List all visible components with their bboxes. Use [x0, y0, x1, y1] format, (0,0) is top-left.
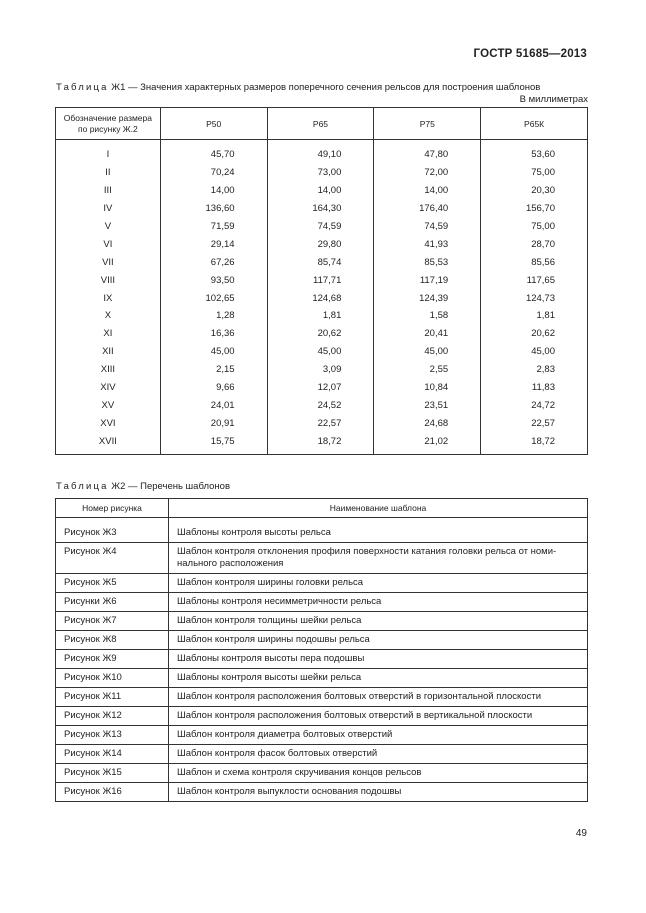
designation-cell: VIII	[56, 271, 161, 289]
table2-label: Таблица	[56, 481, 109, 492]
column-header-figure-number: Номер рисунка	[56, 499, 169, 518]
p65k-cell: 75,00	[481, 218, 588, 236]
table1-row	[56, 396, 588, 414]
p65-cell: 3,09	[267, 361, 374, 379]
p75-cell: 14,00	[374, 182, 481, 200]
p65k-cell: 156,70	[481, 200, 588, 218]
p75-cell: 72,00	[374, 164, 481, 182]
p75-cell: 2,55	[374, 361, 481, 379]
p75-cell: 117,19	[374, 271, 481, 289]
p50-cell: 16,36	[160, 325, 267, 343]
figure-number-cell: Рисунок Ж7	[56, 612, 169, 631]
column-header-p50: Р50	[160, 108, 267, 140]
template-name-cell: Шаблон контроля диаметра болтовых отверстий	[169, 726, 588, 745]
template-name-cell: Шаблон контроля выпуклости основания подошвы	[169, 783, 588, 802]
table2-row	[56, 631, 588, 650]
p65k-cell: 22,57	[481, 414, 588, 432]
table2-row	[56, 745, 588, 764]
table1-caption	[56, 82, 540, 93]
table1-label: Таблица	[56, 82, 109, 93]
p50-cell: 93,50	[160, 271, 267, 289]
p65-cell: 18,72	[267, 432, 374, 454]
table1-row	[56, 414, 588, 432]
table2-title: Ж2 — Перечень шаблонов	[111, 481, 230, 492]
figure-number-cell: Рисунок Ж12	[56, 707, 169, 726]
p65k-cell: 117,65	[481, 271, 588, 289]
p65k-cell: 45,00	[481, 343, 588, 361]
designation-cell: XVI	[56, 414, 161, 432]
template-name-cell: Шаблон контроля ширины подошвы рельса	[169, 631, 588, 650]
p50-cell: 24,01	[160, 396, 267, 414]
table1-header-row	[56, 108, 588, 140]
designation-cell: II	[56, 164, 161, 182]
figure-number-cell: Рисунки Ж6	[56, 593, 169, 612]
table1-row	[56, 235, 588, 253]
figure-number-cell: Рисунок Ж4	[56, 543, 169, 574]
table1-row	[56, 253, 588, 271]
table1-row	[56, 432, 588, 454]
table2-row	[56, 688, 588, 707]
figure-number-cell: Рисунок Ж14	[56, 745, 169, 764]
p65-cell: 73,00	[267, 164, 374, 182]
p65-cell: 124,68	[267, 289, 374, 307]
p50-cell: 14,00	[160, 182, 267, 200]
designation-cell: XVII	[56, 432, 161, 454]
template-name-cell: Шаблон контроля отклонения профиля поверхности катания головки рельса от номи-нального расположения	[169, 543, 588, 574]
table2-row	[56, 669, 588, 688]
p75-cell: 23,51	[374, 396, 481, 414]
p50-cell: 45,00	[160, 343, 267, 361]
page-number: 49	[575, 828, 587, 839]
p65-cell: 74,59	[267, 218, 374, 236]
template-name-cell: Шаблон контроля ширины головки рельса	[169, 574, 588, 593]
p50-cell: 102,65	[160, 289, 267, 307]
designation-cell: IV	[56, 200, 161, 218]
template-name-cell: Шаблон контроля толщины шейки рельса	[169, 612, 588, 631]
table2-row	[56, 650, 588, 669]
p50-cell: 45,70	[160, 140, 267, 164]
table1-row	[56, 379, 588, 397]
designation-cell: XIV	[56, 379, 161, 397]
table2-row	[56, 593, 588, 612]
template-name-cell: Шаблон контроля расположения болтовых отверстий в вертикальной плоскости	[169, 707, 588, 726]
table1-row	[56, 325, 588, 343]
table2-row	[56, 783, 588, 802]
figure-number-cell: Рисунок Ж5	[56, 574, 169, 593]
designation-cell: VII	[56, 253, 161, 271]
column-header-template-name: Наименование шаблона	[169, 499, 588, 518]
p65k-cell: 11,83	[481, 379, 588, 397]
table2-row	[56, 707, 588, 726]
table1-row	[56, 289, 588, 307]
figure-number-cell: Рисунок Ж10	[56, 669, 169, 688]
p65-cell: 85,74	[267, 253, 374, 271]
table1-units: В миллиметрах	[519, 94, 588, 105]
p65-cell: 117,71	[267, 271, 374, 289]
table2-row	[56, 726, 588, 745]
p50-cell: 136,60	[160, 200, 267, 218]
designation-cell: XIII	[56, 361, 161, 379]
p75-cell: 20,41	[374, 325, 481, 343]
p50-cell: 70,24	[160, 164, 267, 182]
p75-cell: 1,58	[374, 307, 481, 325]
p65k-cell: 28,70	[481, 235, 588, 253]
p65k-cell: 20,30	[481, 182, 588, 200]
table1-row	[56, 182, 588, 200]
p65k-cell: 85,56	[481, 253, 588, 271]
table1-row	[56, 361, 588, 379]
figure-number-cell: Рисунок Ж15	[56, 764, 169, 783]
table1-row	[56, 218, 588, 236]
figure-number-cell: Рисунок Ж11	[56, 688, 169, 707]
p75-cell: 124,39	[374, 289, 481, 307]
designation-cell: I	[56, 140, 161, 164]
p50-cell: 9,66	[160, 379, 267, 397]
p65k-cell: 75,00	[481, 164, 588, 182]
table-template-list	[55, 498, 588, 802]
p65-cell: 29,80	[267, 235, 374, 253]
table1-row	[56, 343, 588, 361]
figure-number-cell: Рисунок Ж3	[56, 524, 169, 543]
table2-header-row	[56, 499, 588, 518]
table-rail-dimensions	[55, 107, 588, 455]
column-header-designation-line2: по рисунку Ж.2	[78, 123, 138, 134]
p75-cell: 24,68	[374, 414, 481, 432]
template-name-cell: Шаблоны контроля высоты шейки рельса	[169, 669, 588, 688]
template-name-cell: Шаблон контроля фасок болтовых отверстий	[169, 745, 588, 764]
p50-cell: 67,26	[160, 253, 267, 271]
figure-number-cell: Рисунок Ж9	[56, 650, 169, 669]
p75-cell: 74,59	[374, 218, 481, 236]
p65k-cell: 2,83	[481, 361, 588, 379]
p75-cell: 41,93	[374, 235, 481, 253]
designation-cell: VI	[56, 235, 161, 253]
table2-row	[56, 543, 588, 574]
table1-row	[56, 140, 588, 164]
p65k-cell: 124,73	[481, 289, 588, 307]
table1-row	[56, 307, 588, 325]
table2-row	[56, 764, 588, 783]
table2-row	[56, 524, 588, 543]
table1-row	[56, 200, 588, 218]
column-header-p65k: Р65К	[481, 108, 588, 140]
p50-cell: 2,15	[160, 361, 267, 379]
p50-cell: 71,59	[160, 218, 267, 236]
p65-cell: 1,81	[267, 307, 374, 325]
figure-number-cell: Рисунок Ж16	[56, 783, 169, 802]
table2-row	[56, 612, 588, 631]
template-name-cell: Шаблон контроля расположения болтовых отверстий в горизонтальной плоскости	[169, 688, 588, 707]
designation-cell: III	[56, 182, 161, 200]
p75-cell: 45,00	[374, 343, 481, 361]
p50-cell: 29,14	[160, 235, 267, 253]
template-name-cell: Шаблоны контроля несимметричности рельса	[169, 593, 588, 612]
p75-cell: 176,40	[374, 200, 481, 218]
designation-cell: IX	[56, 289, 161, 307]
column-header-p65: Р65	[267, 108, 374, 140]
p75-cell: 10,84	[374, 379, 481, 397]
p65k-cell: 53,60	[481, 140, 588, 164]
figure-number-cell: Рисунок Ж13	[56, 726, 169, 745]
standard-code: ГОСТР 51685—2013	[473, 48, 587, 60]
template-name-cell: Шаблон и схема контроля скручивания концов рельсов	[169, 764, 588, 783]
column-header-designation	[56, 108, 161, 140]
designation-cell: X	[56, 307, 161, 325]
designation-cell: V	[56, 218, 161, 236]
designation-cell: XV	[56, 396, 161, 414]
p65-cell: 164,30	[267, 200, 374, 218]
p65k-cell: 1,81	[481, 307, 588, 325]
table1-row	[56, 164, 588, 182]
template-name-cell: Шаблоны контроля высоты пера подошвы	[169, 650, 588, 669]
p75-cell: 47,80	[374, 140, 481, 164]
p50-cell: 20,91	[160, 414, 267, 432]
p65k-cell: 18,72	[481, 432, 588, 454]
p65-cell: 20,62	[267, 325, 374, 343]
table1-row	[56, 271, 588, 289]
designation-cell: XII	[56, 343, 161, 361]
p75-cell: 21,02	[374, 432, 481, 454]
p65-cell: 14,00	[267, 182, 374, 200]
p65k-cell: 20,62	[481, 325, 588, 343]
table2-row	[56, 574, 588, 593]
p50-cell: 1,28	[160, 307, 267, 325]
figure-number-cell: Рисунок Ж8	[56, 631, 169, 650]
p75-cell: 85,53	[374, 253, 481, 271]
column-header-designation-line1: Обозначение размера	[63, 112, 152, 123]
template-name-cell: Шаблоны контроля высоты рельса	[169, 524, 588, 543]
p65-cell: 22,57	[267, 414, 374, 432]
table2-caption	[56, 481, 230, 492]
p65-cell: 12,07	[267, 379, 374, 397]
designation-cell: XI	[56, 325, 161, 343]
column-header-p75: Р75	[374, 108, 481, 140]
table1-title: Ж1 — Значения характерных размеров поперечного сечения рельсов для построения шаблонов	[111, 82, 541, 93]
p50-cell: 15,75	[160, 432, 267, 454]
p65-cell: 24,52	[267, 396, 374, 414]
p65k-cell: 24,72	[481, 396, 588, 414]
p65-cell: 49,10	[267, 140, 374, 164]
p65-cell: 45,00	[267, 343, 374, 361]
